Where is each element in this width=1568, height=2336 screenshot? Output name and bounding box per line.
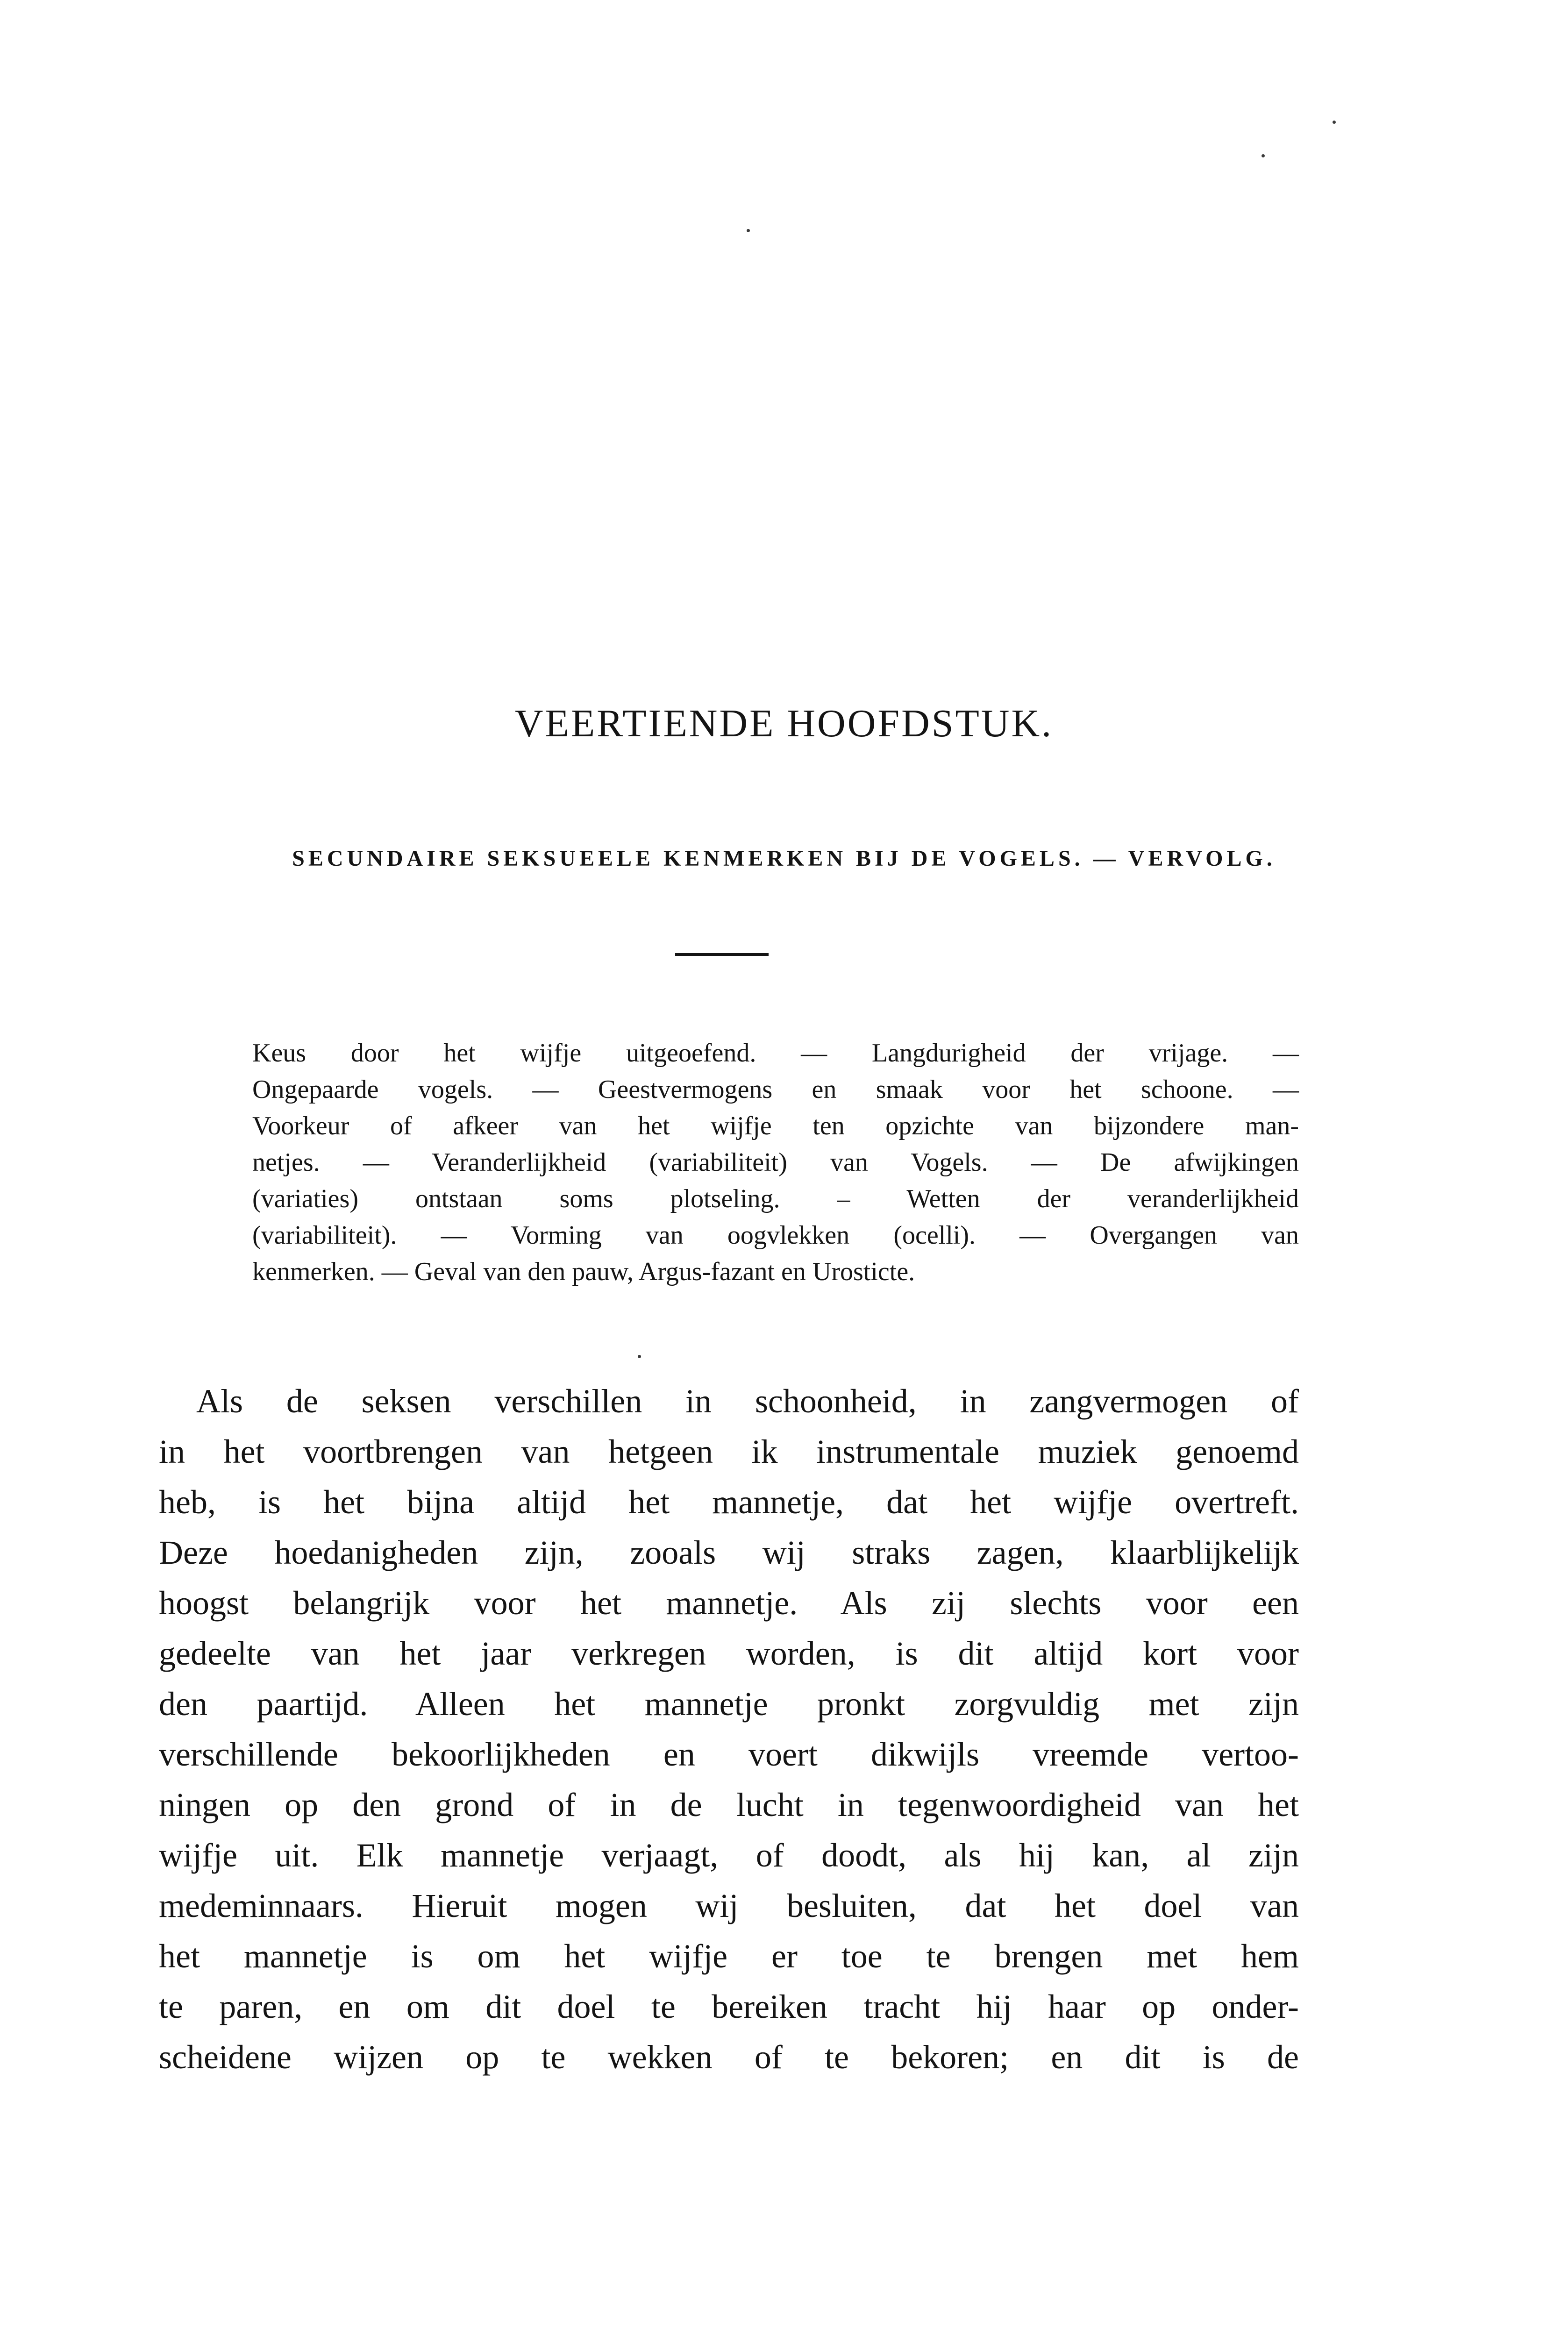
summary-line: kenmerken. — Geval van den pauw, Argus-fazant en Urosticte. bbox=[252, 1257, 915, 1286]
chapter-subtitle: SECUNDAIRE SEKSUEELE KENMERKEN BIJ DE VOGELS. — VERVOLG. bbox=[292, 846, 1276, 871]
body-line: ningen op den grond of in de lucht in tegenwoordigheid van het bbox=[159, 1786, 1299, 1823]
body-line: wijfje uit. Elk mannetje verjaagt, of doodt, als hij kan, al zijn bbox=[159, 1837, 1299, 1874]
body-line: verschillende bekoorlijkheden en voert dikwijls vreemde vertoo- bbox=[159, 1736, 1299, 1773]
summary-line: netjes. — Veranderlijkheid (variabiliteit) van Vogels. — De afwijkingen bbox=[252, 1148, 1299, 1177]
body-line: medeminnaars. Hieruit mogen wij besluiten, dat het doel van bbox=[159, 1887, 1299, 1924]
body-line: het mannetje is om het wijfje er toe te brengen met hem bbox=[159, 1937, 1299, 1975]
body-line: Deze hoedanigheden zijn, zooals wij straks zagen, klaarblijkelijk bbox=[159, 1534, 1299, 1571]
summary-line: (variabiliteit). — Vorming van oogvlekken (ocelli). — Overgangen van bbox=[252, 1221, 1299, 1250]
body-line: in het voortbrengen van hetgeen ik instrumentale muziek genoemd bbox=[159, 1433, 1299, 1470]
summary-line: Voorkeur of afkeer van het wijfje ten opzichte van bijzondere man- bbox=[252, 1111, 1299, 1140]
body-line: te paren, en om dit doel te bereiken tracht hij haar op onder- bbox=[159, 1988, 1299, 2025]
body-line: den paartijd. Alleen het mannetje pronkt zorgvuldig met zijn bbox=[159, 1685, 1299, 1723]
summary-line: Ongepaarde vogels. — Geestvermogens en smaak voor het schoone. — bbox=[252, 1075, 1299, 1104]
summary-line: Keus door het wijfje uitgeoefend. — Langdurigheid der vrijage. — bbox=[252, 1039, 1299, 1068]
speck-mark bbox=[638, 1355, 641, 1358]
chapter-title: VEERTIENDE HOOFDSTUK. bbox=[514, 702, 1054, 745]
speck-mark bbox=[1333, 121, 1336, 124]
body-line: hoogst belangrijk voor het mannetje. Als zij slechts voor een bbox=[159, 1584, 1299, 1622]
body-line: gedeelte van het jaar verkregen worden, is dit altijd kort voor bbox=[159, 1635, 1299, 1672]
speck-mark bbox=[747, 229, 750, 232]
body-line: Als de seksen verschillen in schoonheid, in zangvermogen of bbox=[196, 1382, 1299, 1420]
speck-mark bbox=[1262, 154, 1265, 157]
chapter-summary bbox=[252, 1035, 1299, 1290]
summary-line: (variaties) ontstaan soms plotseling. – Wetten der veranderlijkheid bbox=[252, 1184, 1299, 1213]
body-line: heb, is het bijna altijd het mannetje, dat het wijfje overtreft. bbox=[159, 1483, 1299, 1521]
body-line: scheidene wijzen op te wekken of te bekoren; en dit is de bbox=[159, 2038, 1299, 2076]
section-divider bbox=[675, 953, 769, 956]
body-paragraph bbox=[159, 1376, 1299, 2082]
